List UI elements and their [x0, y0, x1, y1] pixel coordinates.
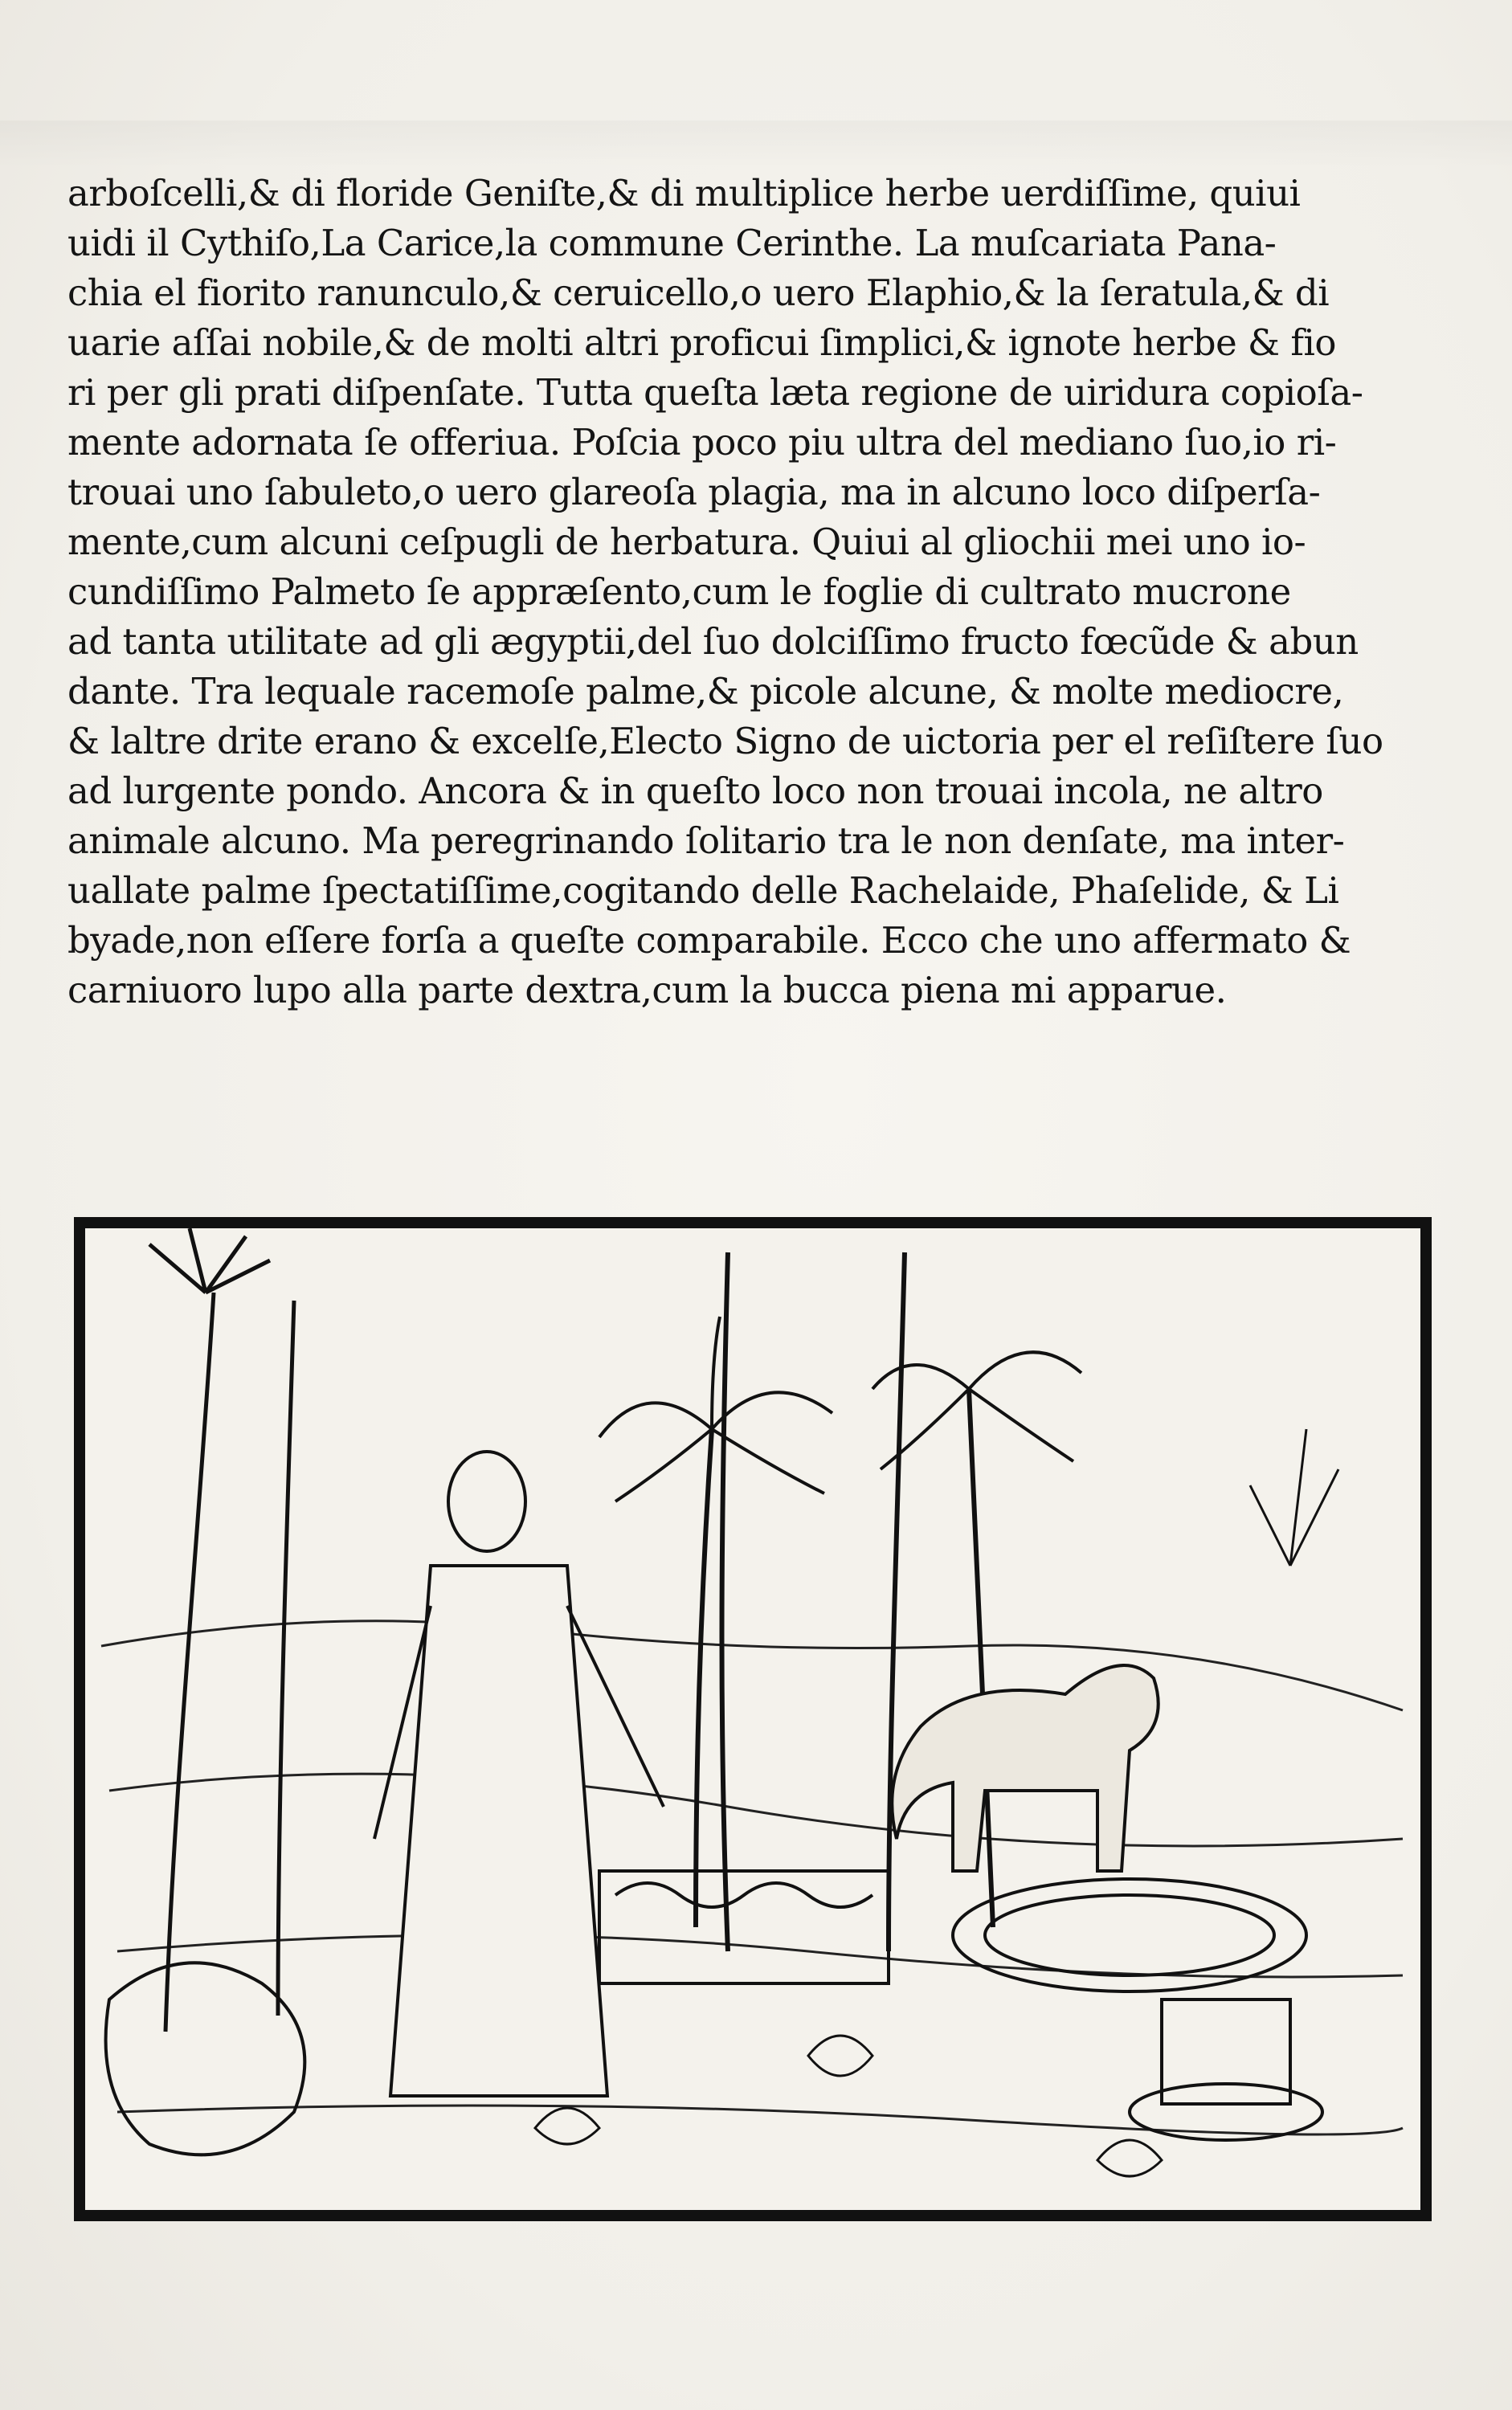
- text-line: cundiſſimo Palmeto ſe appræſento,cum le foglie di cultrato mucrone: [67, 570, 1291, 613]
- text-line: carniuoro lupo alla parte dextra,cum la bucca piena mi apparue.: [67, 969, 1227, 1011]
- woodcut-illustration: [74, 1217, 1432, 2221]
- text-line: animale alcuno. Ma peregrinando ſolitario tra le non denſate, ma inter-: [67, 819, 1345, 862]
- text-line: uarie aſſai nobile,& de molti altri proficui ſimplici,& ignote herbe & fio: [67, 321, 1337, 364]
- woodcut-scene: [85, 1228, 1420, 2210]
- text-line: byade,non eſſere forſa a queſte comparabile. Ecco che uno affermato &: [67, 919, 1351, 962]
- text-line: dante. Tra lequale racemoſe palme,& picole alcune, & molte mediocre,: [67, 670, 1344, 713]
- text-line: trouai uno ſabuleto,o uero glareoſa plagia, ma in alcuno loco diſperſa-: [67, 471, 1321, 513]
- text-line: uallate palme ſpectatiſſime,cogitando delle Rachelaide, Phaſelide, & Li: [67, 869, 1339, 912]
- text-line: ad tanta utilitate ad gli ægyptii,del ſuo dolciſſimo fructo fœcũde & abun: [67, 620, 1359, 663]
- body-text: [67, 169, 1433, 1015]
- text-line: & laltre drite erano & excelſe,Electo Signo de uictoria per el reſiſtere ſuo: [67, 720, 1383, 762]
- text-line: chia el fiorito ranunculo,& ceruicello,o uero Elaphio,& la ſeratula,& di: [67, 272, 1330, 314]
- text-line: ad lurgente pondo. Ancora & in queſto loco non trouai incola, ne altro: [67, 770, 1323, 812]
- text-line: arboſcelli,& di floride Geniſte,& di multiplice herbe uerdiſſime, quiui: [67, 172, 1301, 214]
- text-line: ri per gli prati diſpenſate. Tutta queſta læta regione de uiridura copioſa-: [67, 371, 1363, 414]
- text-line: uidi il Cythiſo,La Carice,la commune Cerinthe. La muſcariata Pana-: [67, 222, 1277, 264]
- text-line: mente adornata ſe offeriua. Poſcia poco piu ultra del mediano ſuo,io ri-: [67, 421, 1337, 464]
- text-line: mente,cum alcuni ceſpugli de herbatura. Quiui al gliochii mei uno io-: [67, 521, 1306, 563]
- show-through-shading: [0, 120, 1512, 169]
